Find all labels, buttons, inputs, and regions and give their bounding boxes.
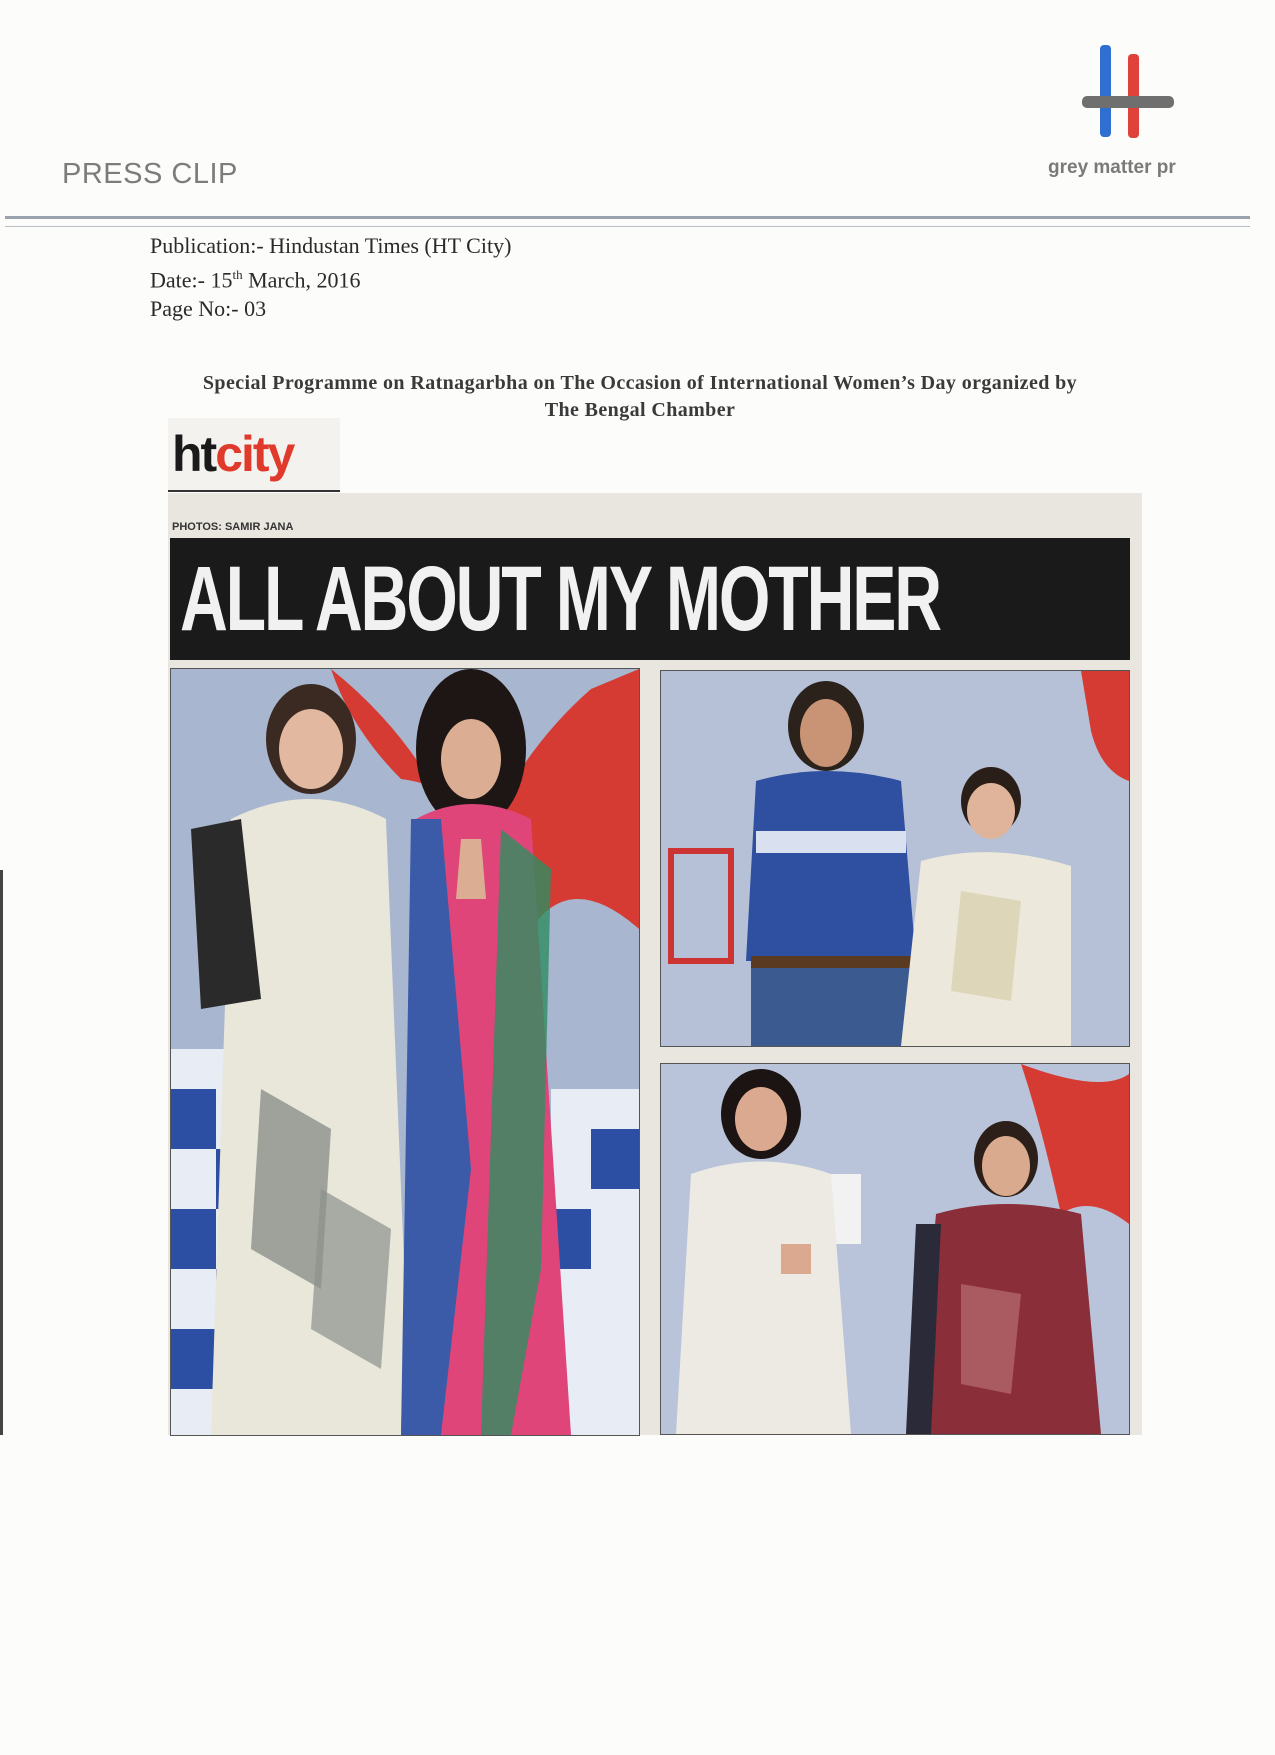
- htcity-logo: htcity: [168, 418, 340, 492]
- press-clip-label: PRESS CLIP: [62, 158, 238, 190]
- publication-line: Publication:- Hindustan Times (HT City): [150, 233, 512, 258]
- headline: ALL ABOUT MY MOTHER: [170, 538, 1130, 660]
- logo-text: grey matter pr: [1048, 157, 1176, 178]
- header-rule-thin: [5, 226, 1250, 227]
- photo-two-women-second: [660, 1063, 1130, 1435]
- photo-credit: PHOTOS: SAMIR JANA: [172, 521, 294, 533]
- scan-edge: [0, 870, 3, 1435]
- photo-two-women: [170, 668, 640, 1436]
- header-rule: [5, 216, 1250, 219]
- publication-meta: [150, 231, 511, 323]
- date-line: Date:- 15th March, 2016: [150, 267, 361, 293]
- clip-caption: Special Programme on Ratnagarbha on The Occasion of International Women’s Day organized by The Bengal Chamber: [202, 372, 1078, 421]
- photo-man-and-woman: [660, 670, 1130, 1047]
- page-line: Page No:- 03: [150, 296, 267, 322]
